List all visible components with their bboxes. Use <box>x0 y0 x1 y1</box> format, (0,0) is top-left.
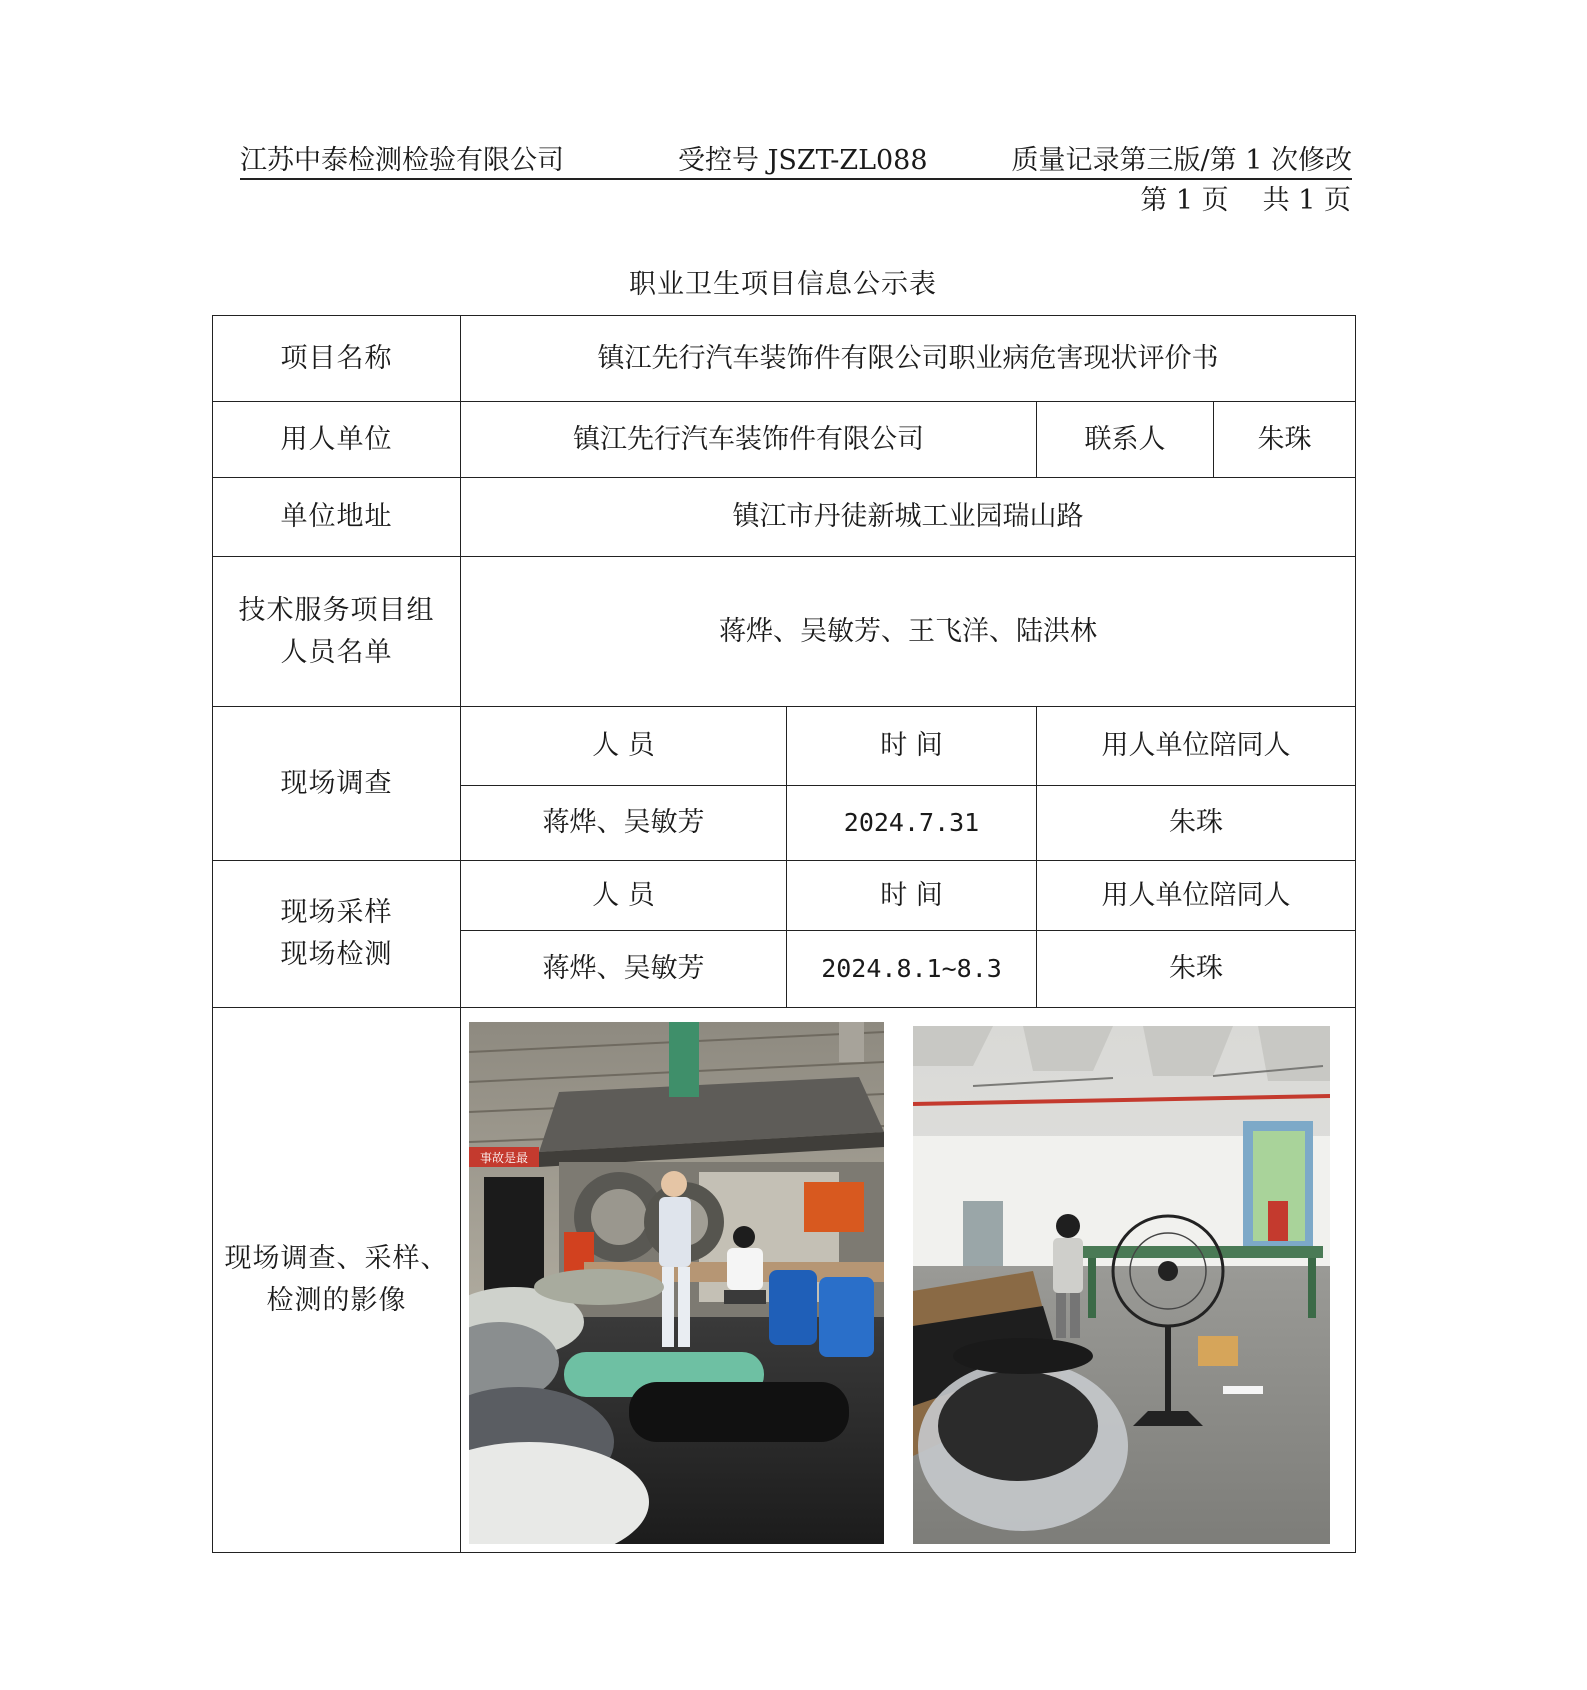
address-row <box>213 478 1356 557</box>
photos-cell <box>461 1008 1356 1553</box>
sampling-label-line2: 现场检测 <box>280 939 393 970</box>
site-survey-photo-factory <box>469 1022 884 1544</box>
project-name-label: 项目名称 <box>213 316 461 402</box>
team-label <box>213 557 461 707</box>
employer-row <box>213 402 1356 478</box>
survey-time-header: 时 间 <box>787 707 1037 786</box>
site-survey-photo-workshop <box>913 1026 1330 1544</box>
current-page: 第 1 页 <box>1140 185 1229 216</box>
team-row <box>213 557 1356 707</box>
survey-personnel-value: 蒋烨、吴敏芳 <box>461 786 787 861</box>
address-label: 单位地址 <box>213 478 461 557</box>
sampling-personnel-value: 蒋烨、吴敏芳 <box>461 931 787 1008</box>
team-label-line1: 技术服务项目组 <box>238 594 435 626</box>
factory-safety-sign: 事故是最 <box>479 1151 529 1165</box>
survey-personnel-header: 人 员 <box>461 707 787 786</box>
quality-record-version: 质量记录第三版/第 1 次修改 <box>1011 145 1352 176</box>
page-number <box>1140 178 1351 217</box>
factory-photo-illustration <box>469 1022 884 1544</box>
control-number: 受控号 JSZT-ZL088 <box>678 145 928 176</box>
sampling-time-header: 时 间 <box>787 861 1037 931</box>
photos-container <box>461 1010 1355 1550</box>
sampling-escort-value: 朱珠 <box>1037 931 1356 1008</box>
sampling-label-line1: 现场采样 <box>280 897 393 928</box>
contact-label: 联系人 <box>1037 402 1214 478</box>
photos-label-line1: 现场调查、采样、 <box>224 1243 449 1274</box>
company-name: 江苏中泰检测检验有限公司 <box>240 145 564 176</box>
survey-header-row <box>213 707 1356 786</box>
project-info-table <box>212 315 1356 1553</box>
team-label-line2: 人员名单 <box>280 636 393 668</box>
document-title: 职业卫生项目信息公示表 <box>629 269 937 300</box>
employer-label: 用人单位 <box>213 402 461 478</box>
survey-label: 现场调查 <box>213 707 461 861</box>
sampling-personnel-header: 人 员 <box>461 861 787 931</box>
workshop-photo-illustration <box>913 1026 1330 1544</box>
project-name-value: 镇江先行汽车装饰件有限公司职业病危害现状评价书 <box>461 316 1356 402</box>
project-name-row <box>213 316 1356 402</box>
sampling-label <box>213 861 461 1008</box>
survey-escort-value: 朱珠 <box>1037 786 1356 861</box>
sampling-escort-header: 用人单位陪同人 <box>1037 861 1356 931</box>
survey-escort-header: 用人单位陪同人 <box>1037 707 1356 786</box>
sampling-time-value: 2024.8.1~8.3 <box>787 931 1037 1008</box>
sampling-header-row <box>213 861 1356 931</box>
photos-label-line2: 检测的影像 <box>266 1285 407 1316</box>
photos-row <box>213 1008 1356 1553</box>
address-value: 镇江市丹徒新城工业园瑞山路 <box>461 478 1356 557</box>
document-header <box>240 134 1352 180</box>
total-pages: 共 1 页 <box>1262 185 1351 216</box>
employer-value: 镇江先行汽车装饰件有限公司 <box>461 402 1037 478</box>
team-members-value: 蒋烨、吴敏芳、王飞洋、陆洪林 <box>461 557 1356 707</box>
contact-value: 朱珠 <box>1214 402 1356 478</box>
survey-time-value: 2024.7.31 <box>787 786 1037 861</box>
photos-label <box>213 1008 461 1553</box>
